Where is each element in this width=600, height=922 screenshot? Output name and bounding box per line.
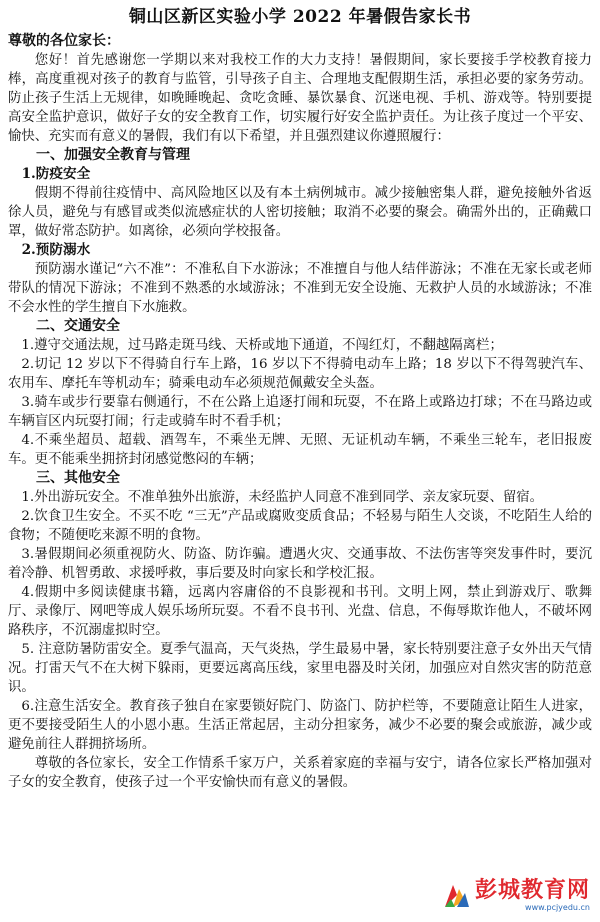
section-heading-3: 三、其他安全 bbox=[36, 470, 120, 486]
other-item-5: 5. 注意防暑防雷安全。夏季气温高，天气炎热，学生最易中暑，家长特别要注意子女外出天气情况。打雷天气不在大树下躲雨，更要远离高压线，家里电器及时关闭，加强应对自然灾害的防范意识。 bbox=[8, 642, 592, 695]
watermark-logo-icon bbox=[441, 881, 471, 911]
subsection-heading-epidemic: 1.防疫安全 bbox=[21, 166, 91, 182]
other-item-4: 4.假期中多阅读健康书籍，远离内容庸俗的不良影视和书刊。文明上网，禁止到游戏厅、歌舞厅、录像厅、网吧等成人娱乐场所玩耍。不看不良书刊、光盘、信息，不侮辱欺诈他人，不破坏网路秩序，不沉溺虚拟时空。 bbox=[8, 585, 592, 638]
other-item-2: 2.饮食卫生安全。不买不吃 “三无”产品或腐败变质食品；不轻易与陌生人交谈，不吃陌生人给的食物；不随便吃来源不明的食物。 bbox=[8, 509, 592, 543]
other-item-6: 6.注意生活安全。教育孩子独自在家要锁好院门、防盗门、防护栏等，不要随意让陌生人进家，更不要接受陌生人的小恩小惠。生活正常起居，主动分担家务，减少不必要的聚会或旅游，减少或避免前往人群拥挤场所。 bbox=[8, 699, 592, 752]
subsection-heading-drowning: 2.预防溺水 bbox=[21, 242, 91, 258]
section-heading-2: 二、交通安全 bbox=[36, 318, 120, 334]
section-heading-1: 一、加强安全教育与管理 bbox=[36, 147, 190, 163]
other-item-3: 3.暑假期间必须重视防火、防盗、防诈骗。遭遇火灾、交通事故、不法伤害等突发事件时，要沉着冷静、机智勇敢、求援呼救，事后要及时向家长和学校汇报。 bbox=[8, 547, 592, 581]
other-item-1: 1.外出游玩安全。不准单独外出旅游，未经监护人同意不准到同学、亲友家玩耍、留宿。 bbox=[21, 490, 544, 505]
traffic-item-4: 4.不乘坐超员、超载、酒驾车，不乘坐无牌、无照、无证机动车辆，不乘坐三轮车，老旧报废车。更不能乘坐拥挤封闭感觉憋闷的车辆； bbox=[8, 433, 592, 467]
intro-paragraph: 您好！首先感谢您一学期以来对我校工作的大力支持！暑假期间，家长要接手学校教育接力棒，高度重视对孩子的教育与监管，引导孩子自主、合理地支配假期生活，承担必要的家务劳动。防止孩子生活上无规律，如晚睡晚起、贪吃贪睡、暴饮暴食、沉迷电视、手机、游戏等。特别要提高安全监护意识，做好子女的安全教育工作，切实履行好安全监护责任。为让孩子度过一个平安、愉快、充实而有意义的暑假，我们有以下希望，并且强烈建议你遵照履行： bbox=[8, 53, 592, 144]
subsection-text-drowning: 预防溺水谨记“六不准”：不准私自下水游泳；不准擅自与他人结伴游泳；不准在无家长或老师带队的情况下游泳；不准到不熟悉的水域游泳；不准到无安全设施、无救护人员的水域游泳；不准不会水性的学生擅自下水施救。 bbox=[8, 262, 592, 315]
greeting: 尊敬的各位家长： bbox=[8, 33, 120, 49]
closing-paragraph: 尊敬的各位家长，安全工作情系千家万户，关系着家庭的幸福与安宁，请各位家长严格加强对子女的安全教育，使孩子过一个平安愉快而有意义的暑假。 bbox=[8, 756, 592, 790]
traffic-item-1: 1.遵守交通法规，过马路走斑马线、天桥或地下通道，不闯红灯，不翻越隔离栏； bbox=[21, 338, 503, 353]
traffic-item-3: 3.骑车或步行要靠右侧通行，不在公路上追逐打闹和玩耍，不在路上或路边打球；不在马路边或车辆盲区内玩耍打闹；行走或骑车时不看手机； bbox=[8, 395, 592, 429]
subsection-text-epidemic: 假期不得前往疫情中、高风险地区以及有本土病例城市。减少接触密集人群，避免接触外省返徐人员，避免与有感冒或类似流感症状的人密切接触；取消不必要的聚会。确需外出的，正确戴口罩，做好常态防护。如离徐，必须向学校报备。 bbox=[8, 186, 592, 239]
watermark-title: 彭城教育网 bbox=[474, 878, 590, 903]
page-title: 铜山区新区实验小学 2022 年暑假告家长书 bbox=[128, 7, 472, 27]
watermark-url: www.pcjyedu.cn bbox=[525, 903, 590, 912]
traffic-item-2: 2.切记 12 岁以下不得骑自行车上路，16 岁以下不得骑电动车上路；18 岁以下不得驾驶汽车、农用车、摩托车等机动车；骑乘电动车必须规范佩戴安全头盔。 bbox=[8, 357, 592, 391]
site-watermark bbox=[437, 877, 594, 914]
